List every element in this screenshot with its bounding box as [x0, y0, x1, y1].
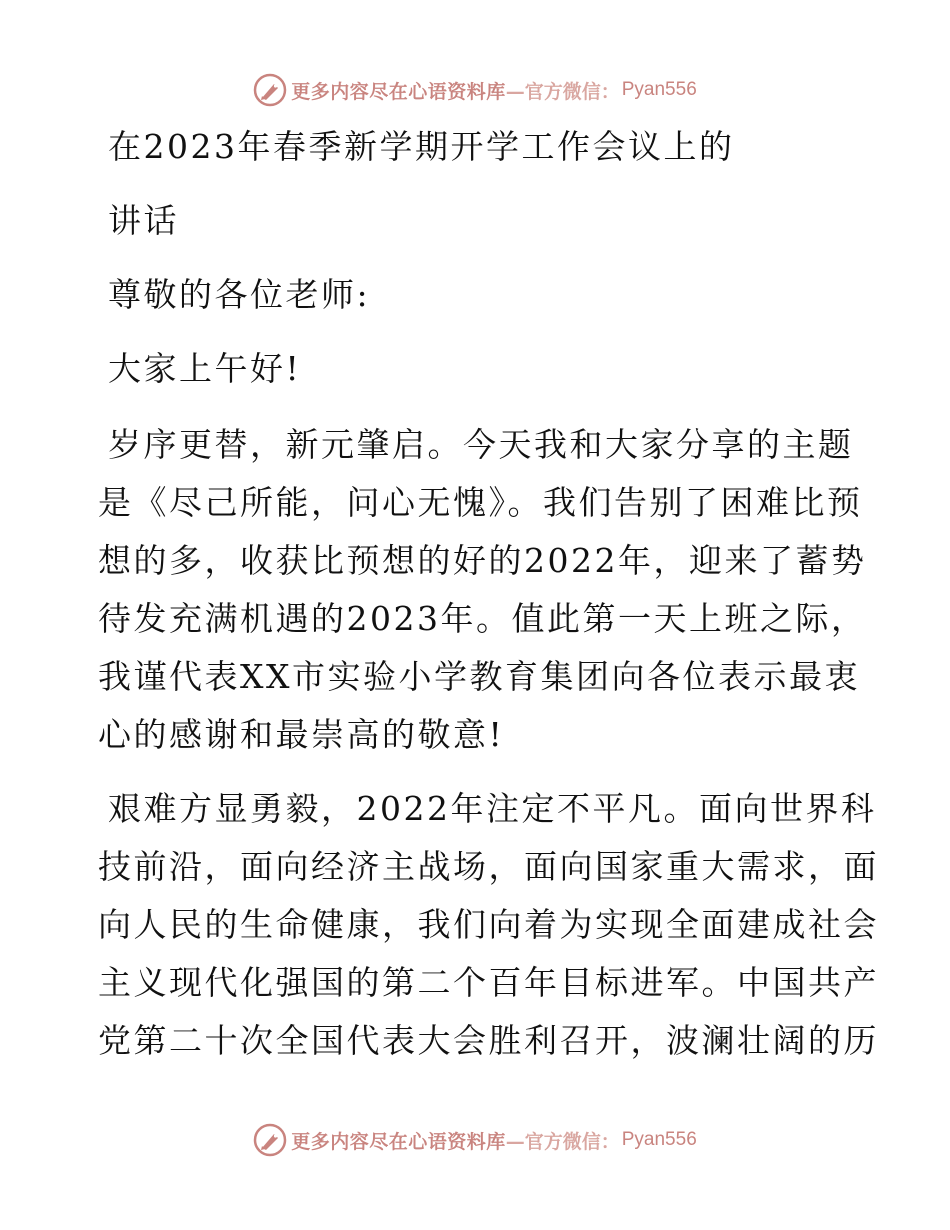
paragraph-line: 向人民的生命健康，我们向着为实现全面建成社会 [98, 905, 879, 944]
paragraph-line: 我谨代表XX市实验小学教育集团向各位表示最衷 [98, 657, 860, 696]
header-banner[interactable] [0, 70, 950, 110]
title-line: 在2023年春季新学期开学工作会议上的 [108, 127, 735, 166]
banner-text: 更多内容尽在心语资料库 [291, 1130, 506, 1153]
title-line: 讲话 [108, 201, 179, 240]
banner-separator: —官方微信： [505, 1130, 620, 1153]
paragraph-line: 技前沿，面向经济主战场，面向国家重大需求，面 [98, 847, 879, 886]
paragraph [98, 418, 867, 766]
paragraph-line: 艰难方显勇毅，2022年注定不平凡。面向世界科 [108, 789, 877, 828]
banner-text: 更多内容尽在心语资料库 [291, 80, 506, 103]
paragraph-line: 主义现代化强国的第二个百年目标进军。中国共产 [98, 963, 879, 1002]
greeting: 大家上午好! [108, 349, 302, 388]
pen-nib-logo-icon [253, 1123, 287, 1157]
paragraph-line: 待发充满机遇的2023年。值此第一天上班之际， [98, 599, 867, 638]
paragraph-line: 心的感谢和最崇高的敬意! [98, 715, 505, 754]
paragraph-line: 岁序更替，新元肇启。今天我和大家分享的主题 [108, 425, 854, 464]
paragraph-line: 是《尽己所能，问心无愧》。我们告别了困难比预 [98, 483, 863, 522]
footer-banner[interactable] [0, 1120, 950, 1160]
banner-separator: —官方微信： [505, 80, 620, 103]
pen-nib-logo-icon [253, 73, 287, 107]
paragraph-line: 党第二十次全国代表大会胜利召开，波澜壮阔的历 [98, 1021, 879, 1060]
document-body [98, 122, 879, 1088]
paragraph [98, 782, 879, 1072]
paragraph-line: 想的多，收获比预想的好的2022年，迎来了蓄势 [98, 541, 867, 580]
banner-wechat-id: Pyan556 [621, 1129, 697, 1150]
banner-wechat-id: Pyan556 [621, 79, 697, 100]
salutation: 尊敬的各位老师: [108, 275, 371, 314]
